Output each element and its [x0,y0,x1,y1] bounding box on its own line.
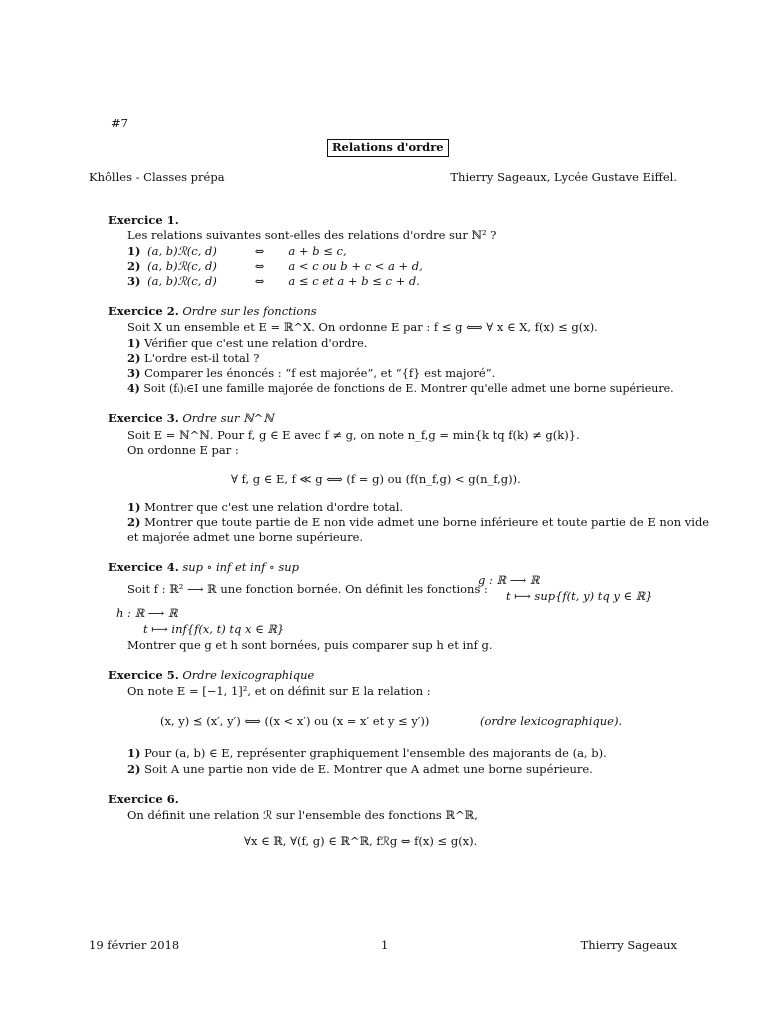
exercise-5-note: (ordre lexicographique). [480,714,623,728]
exercise-6-heading: Exercice 6. [108,792,179,806]
exercise-3-intro: Soit E = ℕ^ℕ. Pour f, g ∈ E avec f ≠ g, on note n_f,g = min{k tq f(k) ≠ g(k)}. [127,428,580,442]
exercise-3-intro-2: On ordonne E par : [127,443,239,457]
exercise-5-intro: On note E = [−1, 1]², et on définit sur E la relation : [127,684,431,698]
function-h-signature: h : ℝ ⟶ ℝ [116,606,178,620]
exercise-6-intro: On définit une relation ℛ sur l'ensemble des fonctions ℝ^ℝ, [127,808,478,822]
list-item: 1) Pour (a, b) ∈ E, représenter graphiquement l'ensemble des majorants de (a, b). [127,746,607,760]
list-item: 2) L'ordre est-il total ? [127,351,260,365]
list-item: 3) Comparer les énoncés : “f est majorée”, et “{f} est majoré”. [127,366,496,380]
exercise-5-heading: Exercice 5. Ordre lexicographique [108,668,315,682]
course-label: Khôlles - Classes prépa [89,170,225,184]
author-header: Thierry Sageaux, Lycée Gustave Eiffel. [450,170,677,184]
document-number: #7 [111,116,128,130]
exercise-3-heading: Exercice 3. Ordre sur ℕ^ℕ [108,411,274,425]
exercise-1-intro: Les relations suivantes sont-elles des relations d'ordre sur ℕ² ? [127,228,497,242]
exercise-5-formula: (x, y) ⪯ (x′, y′) ⟺ ((x < x′) ou (x = x′ et y ≤ y′)) [160,714,430,728]
list-item-continuation: et majorée admet une borne supérieure. [127,530,364,544]
page-number: 1 [381,938,389,952]
function-h-rule: t ⟼ inf{f(x, t) tq x ∈ ℝ} [143,622,285,636]
exercise-4-question: Montrer que g et h sont bornées, puis comparer sup h et inf g. [127,638,493,652]
list-item: 3) (a, b)ℛ(c, d) ⇔ a ≤ c et a + b ≤ c + d. [127,274,420,288]
exercise-2-intro: Soit X un ensemble et E = ℝ^X. On ordonne E par : f ≤ g ⟺ ∀ x ∈ X, f(x) ≤ g(x). [127,320,598,334]
list-item: 1) Vérifier que c'est une relation d'ordre. [127,336,368,350]
exercise-3-formula: ∀ f, g ∈ E, f ≪ g ⟺ (f = g) ou (f(n_f,g) < g(n_f,g)). [231,472,521,486]
exercise-4-heading: Exercice 4. sup ∘ inf et inf ∘ sup [108,560,300,574]
list-item: 2) Montrer que toute partie de E non vide admet une borne inférieure et toute partie de E non vide [127,515,710,529]
exercise-4-intro: Soit f : ℝ² ⟶ ℝ une fonction bornée. On définit les fonctions : [127,582,488,596]
exercise-1-heading: Exercice 1. [108,213,179,227]
function-g-rule: t ⟼ sup{f(t, y) tq y ∈ ℝ} [506,589,653,603]
list-item: 2) (a, b)ℛ(c, d) ⇔ a < c ou b + c < a + d, [127,259,423,273]
exercise-2-heading: Exercice 2. Ordre sur les fonctions [108,304,317,318]
footer-date: 19 février 2018 [89,938,180,952]
function-g-signature: g : ℝ ⟶ ℝ [478,573,540,587]
list-item: 2) Soit A une partie non vide de E. Montrer que A admet une borne supérieure. [127,762,593,776]
footer-author: Thierry Sageaux [580,938,677,952]
exercise-6-formula: ∀x ∈ ℝ, ∀(f, g) ∈ ℝ^ℝ, fℛg ⇔ f(x) ≤ g(x). [244,834,478,848]
list-item: 4) Soit (fᵢ)ᵢ∈I une famille majorée de fonctions de E. Montrer qu'elle admet une borne supérieure. [127,382,674,395]
page-title: Relations d'ordre [327,139,449,157]
list-item: 1) (a, b)ℛ(c, d) ⇔ a + b ≤ c, [127,244,347,258]
list-item: 1) Montrer que c'est une relation d'ordre total. [127,500,404,514]
